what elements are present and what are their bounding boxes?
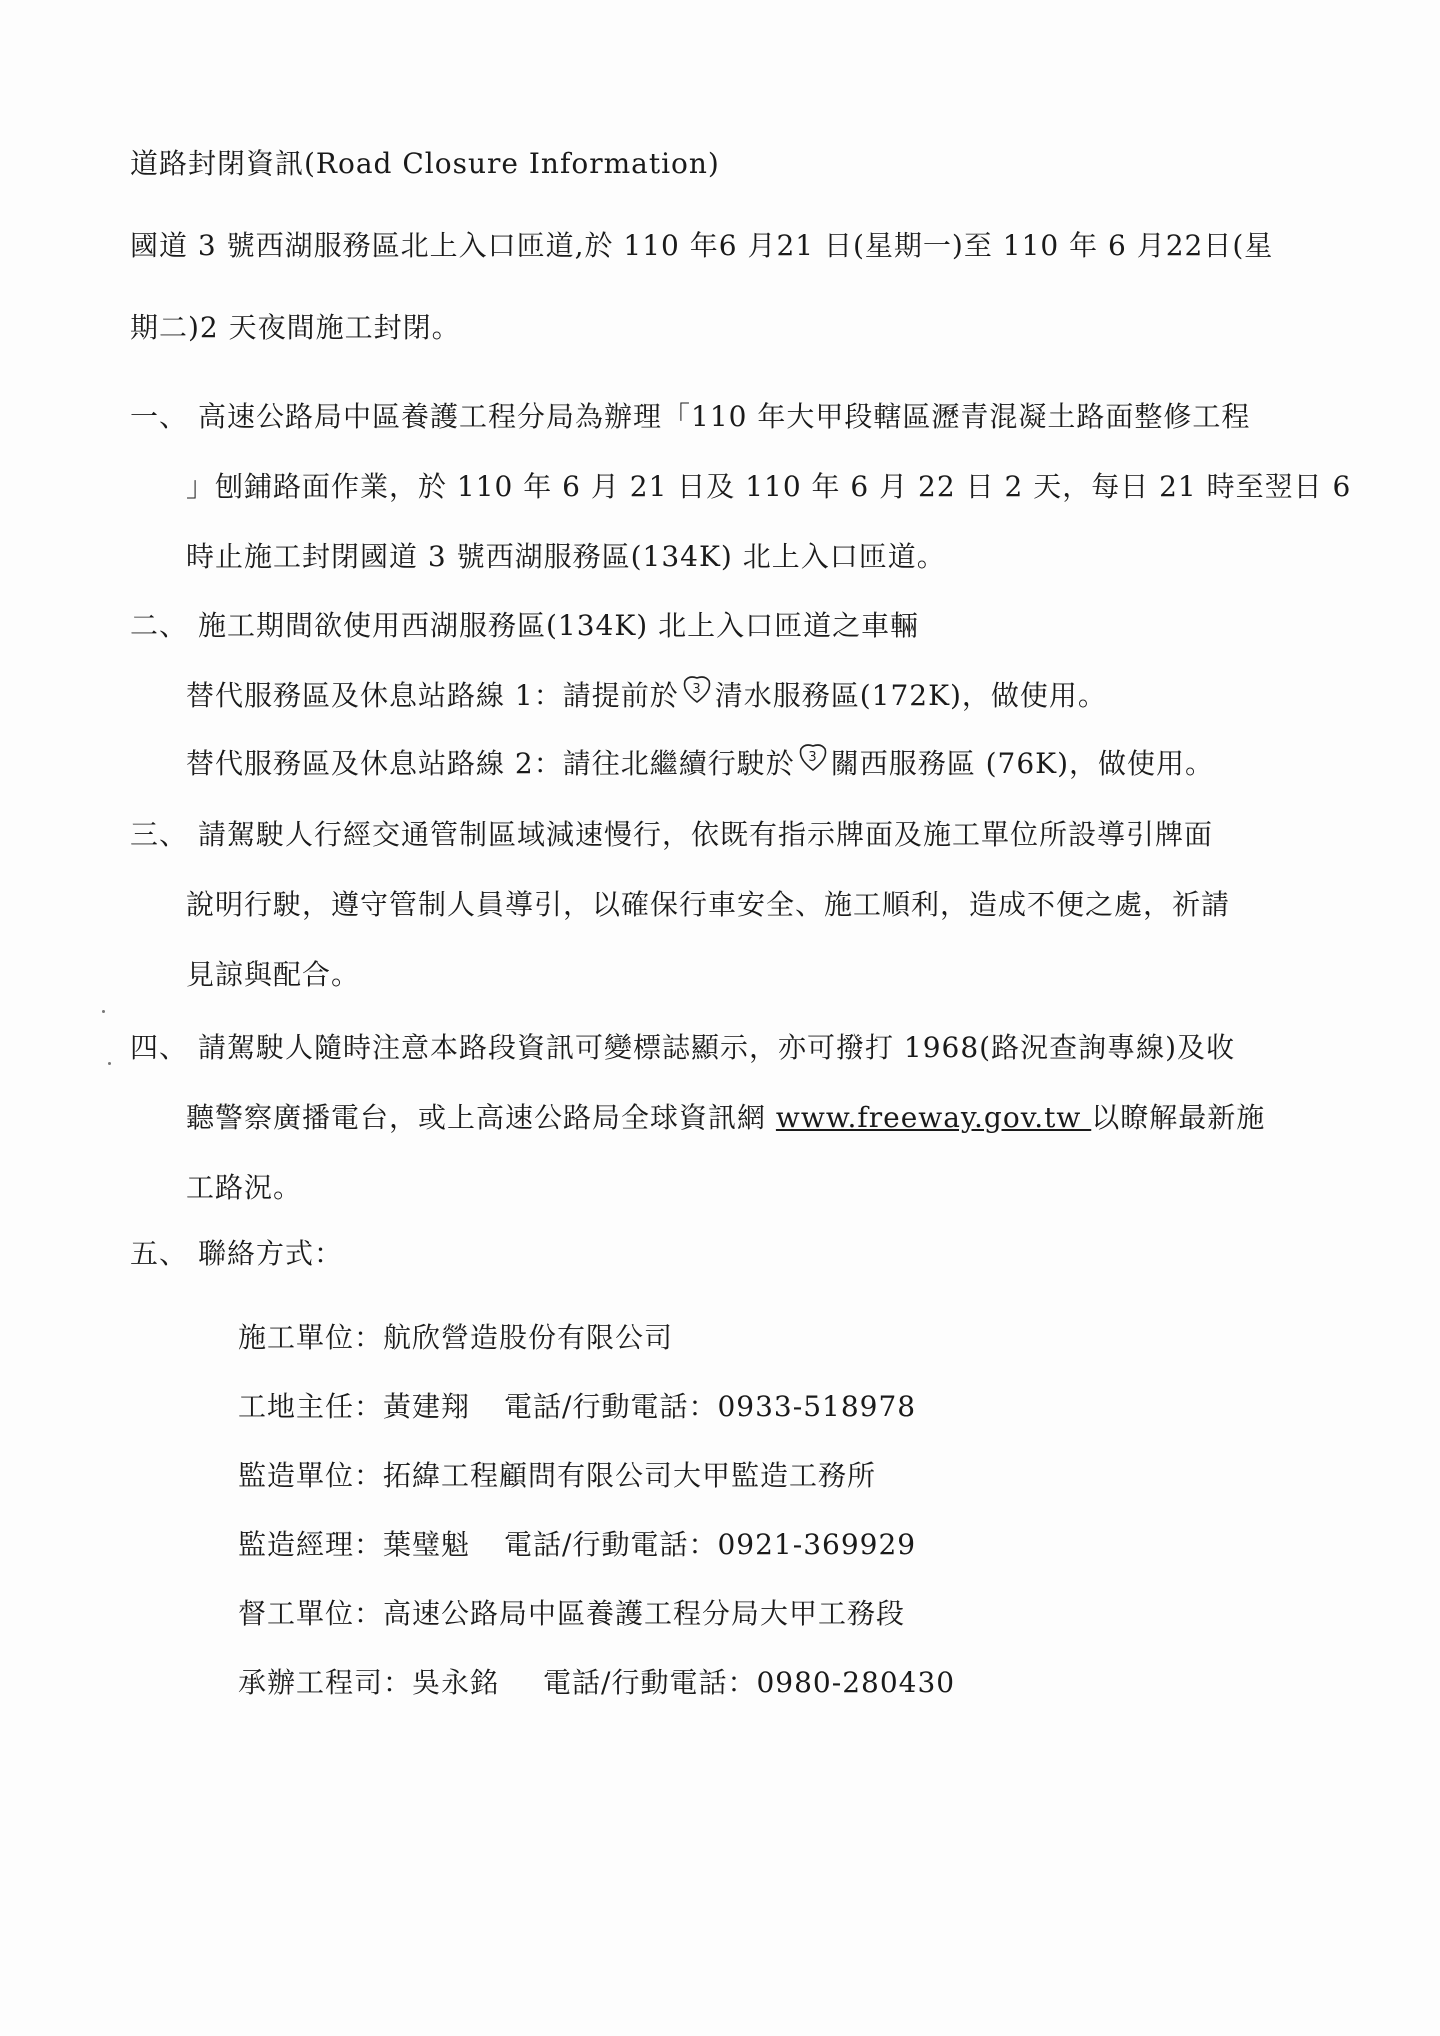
section-2-route-1 — [186, 678, 1107, 714]
contact-label: 監造單位： — [238, 1459, 384, 1492]
contact-phone-label: 電話/行動電話： — [504, 1390, 718, 1423]
section-3-marker: 三、 — [130, 818, 189, 851]
contact-value: 航欣營造股份有限公司 — [383, 1321, 674, 1354]
route-1-prefix: 替代服務區及休息站路線 1：請提前於 — [186, 679, 679, 712]
section-4-line-3: 工路況。 — [186, 1171, 303, 1204]
section-4-line-2-pre: 聽警察廣播電台，或上高速公路局全球資訊網 — [186, 1101, 776, 1134]
route-2-prefix: 替代服務區及休息站路線 2：請往北繼續行駛於 — [186, 747, 795, 780]
scan-speck — [108, 1062, 111, 1065]
contact-row-construction-unit — [238, 1320, 673, 1356]
freeway-3-shield-icon — [797, 747, 829, 775]
section-1-line-1: 高速公路局中區養護工程分局為辦理「110 年大甲段轄區瀝青混凝土路面整修工程 — [198, 400, 1251, 433]
section-2-route-2 — [186, 746, 1214, 782]
svg-text:3: 3 — [808, 750, 818, 765]
route-2-suffix: 關西服務區 (76K)，做使用。 — [830, 747, 1215, 780]
contact-row-site-director — [238, 1389, 916, 1425]
contact-name: 吳永銘 — [412, 1666, 500, 1699]
section-4-line-2 — [186, 1100, 1265, 1136]
contact-value: 拓緯工程顧問有限公司大甲監造工務所 — [383, 1459, 877, 1492]
contact-row-engineer — [238, 1665, 955, 1701]
contact-value: 高速公路局中區養護工程分局大甲工務段 — [383, 1597, 906, 1630]
section-1-line-2: 」刨鋪路面作業，於 110 年 6 月 21 日及 110 年 6 月 22 日 2 天，每日 21 時至翌日 6 — [186, 470, 1352, 503]
contact-label: 監造經理： — [238, 1528, 384, 1561]
contact-label: 督工單位： — [238, 1597, 384, 1630]
contact-row-supervision-unit — [238, 1458, 876, 1494]
section-5-marker: 五、 — [130, 1237, 189, 1270]
scan-speck — [102, 1010, 105, 1013]
section-3-line-2: 說明行駛，遵守管制人員導引，以確保行車安全、施工順利，造成不便之處，祈請 — [186, 888, 1231, 921]
contact-row-supervision-manager — [238, 1527, 916, 1563]
section-4-line-2-post: 以瞭解最新施 — [1091, 1101, 1266, 1134]
document-title: 道路封閉資訊(Road Closure Information) — [130, 147, 720, 180]
freeway-3-shield-icon — [681, 679, 713, 707]
intro-line-1: 國道 3 號西湖服務區北上入口匝道,於 110 年6 月21 日(星期一)至 110 年 6 月22日(星 — [130, 229, 1274, 262]
section-3-line-3: 見諒與配合。 — [186, 958, 361, 991]
contact-phone: 0933-518978 — [717, 1390, 917, 1423]
contact-phone-label: 電話/行動電話： — [504, 1528, 718, 1561]
svg-text:3: 3 — [692, 682, 702, 697]
route-1-suffix: 清水服務區(172K)，做使用。 — [714, 679, 1107, 712]
section-1-marker: 一、 — [130, 400, 189, 433]
section-2-line-1: 施工期間欲使用西湖服務區(134K) 北上入口匝道之車輛 — [198, 609, 920, 642]
intro-line-2: 期二)2 天夜間施工封閉。 — [130, 311, 461, 344]
contact-phone-label: 電話/行動電話： — [543, 1666, 757, 1699]
freeway-website-link[interactable]: www.freeway.gov.tw — [775, 1101, 1092, 1134]
section-3-line-1: 請駕駛人行經交通管制區域減速慢行，依既有指示牌面及施工單位所設導引牌面 — [198, 818, 1214, 851]
contact-heading: 聯絡方式： — [198, 1237, 344, 1270]
contact-phone: 0980-280430 — [756, 1666, 956, 1699]
contact-label: 施工單位： — [238, 1321, 384, 1354]
contact-name: 黃建翔 — [383, 1390, 471, 1423]
section-4-marker: 四、 — [130, 1031, 189, 1064]
contact-label: 工地主任： — [238, 1390, 384, 1423]
section-2-marker: 二、 — [130, 609, 189, 642]
contact-phone: 0921-369929 — [717, 1528, 917, 1561]
section-4-line-1: 請駕駛人隨時注意本路段資訊可變標誌顯示，亦可撥打 1968(路況查詢專線)及收 — [198, 1031, 1236, 1064]
contact-name: 葉璧魁 — [383, 1528, 471, 1561]
contact-label: 承辦工程司： — [238, 1666, 413, 1699]
contact-row-oversight-unit — [238, 1596, 905, 1632]
section-1-line-3: 時止施工封閉國道 3 號西湖服務區(134K) 北上入口匝道。 — [186, 540, 946, 573]
